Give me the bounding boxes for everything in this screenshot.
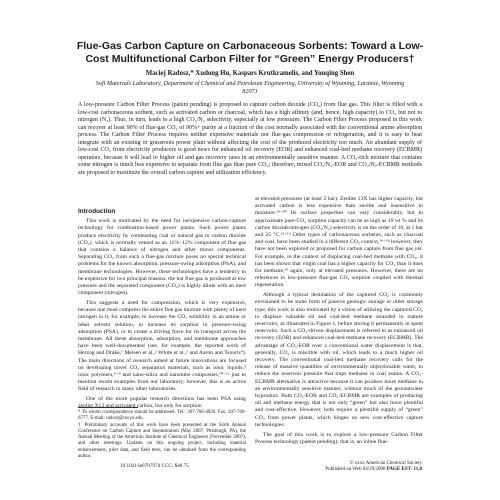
footnote-correspondence: * To whom correspondence should be addressed. Tel.: 307-766-4926. Fax: 307-766-6777. E-mail: radosz@uwyo.edu. [78,410,246,422]
body-paragraph: This suggests a need for compression, which is very expensive, because one must compress the entire flue gas mixture with plenty of inert nitrogen in it, for example, to increase the CO₂ solubility in an amine or other solvent solution, to increase its sorption in pressure-swing adsorption (PSA), or to create a driving force for its transport across the membrane. All these absorption, adsorption, and membrane approaches have been well-documented (see, for example, the reported work of Herzog and Drake,¹ Meisen et al.,² White et al.,³ and Aaron and Tsouris⁴). The main directions of research aimed at future innovations are focused on developing novel CO₂ separation materials, such as ionic liquids,⁵ ionic polymers,⁶⁻⁹ and nano-silica and nanotube composites,¹⁰⁻¹² just to mention recent examples from our laboratory; however, this is an active field of research in many other laboratories. [78,299,246,393]
publisher-footer [270,461,422,473]
page-estimate: PAGE EST: 11.8 [386,467,422,473]
body-paragraph: This work is motivated by the need for inexpensive carbon-capture technology for combustion-based power plants. Such power plants produce electricity by combusting coal or natural gas to carbon dioxide (CO₂), which is normally vented as an 11%−12% component of flue gas that contains a balance of nitrogen and other minor components. Separating CO₂ from such a flue-gas mixture poses no special technical problems for the known absorption, pressure-swing adsorption (PSA), and membrane technologies. However, these technologies have a tendency to be expensive for two principal reasons: the hot flue gas is produced at low pressure and the separated component (CO₂) is highly dilute with an inert component (nitrogen). [78,218,246,297]
left-column [78,208,246,413]
footnote-preliminary: † Preliminary accounts of this work have been presented at the Sixth Annual Conference on Carbon Capture and Sequestration (May 2007, Pittsburgh, PA), the Annual Meeting of the American Institute of Chemical Engineers (November 2007), and other meetings. Updates on this ongoing project, including material enhancements, pilot data, and field tests, can be obtained from the corresponding author. [78,423,246,459]
author-list: Maciej Radosz,* Xudong Hu, Kaspars Krutkramelis, and Youqing Shen [145,70,355,77]
doi-line: 10.1021/ie0707974 CCC: $40.75 [120,463,189,469]
body-paragraph: One of the more popular research directions has been PSA using zeolite X13 and activated carbon, but only for sorption [78,396,246,410]
paper-title: Flue-Gas Carbon Capture on Carbonaceous Sorbents: Toward a Low-Cost Multifunctional Carbon Filter for “Green” Energy Producers† [76,40,424,65]
body-paragraph: at elevated pressures (at least 2 bar). Zeolite 13X has higher capacity, but activated carbon is less expensive than zeolite and insensitive to moisture.²⁹⁻³⁰ Its surface properties can vary considerably, but in approximate pure-CO₂ sorption capacity can be as high as 10 wt % and its carbon dioxide/nitrogen (CO₂/N₂) selectivity is on the order of 10, at 1 bar and 25 °C.¹²⁻¹⁴ Other types of carbonaceous sorbents, such as charcoal and coal, have been studied in a different CO₂ context,¹⁶⁻¹⁸ however, they have not been explored or proposed for carbon capture from flue gas yet. For example, in the context of displacing coal-bed methane with CO₂, it has been shown that virgin coal has a higher capacity for CO₂ than it does for methane,¹⁹ again, only at elevated pressures. However, there are no references to low-pressure flue-gas CO₂ sorption coupled with thermal regeneration. [255,196,423,289]
body-paragraph: Although a typical destination of the captured CO₂ is commonly envisioned to be some form of passive geologic storage or other storage type, this work is also motivated by a vision of utilizing the captured CO₂ to displace valuable oil and coal-bed methane stranded in mature reservoirs, as illustrated in Figure 1, before storing it permanently in spent reservoirs. Such a CO₂-driven displacement is referred to as enhanced oil recovery (EOR) and enhanced coal-bed methane recovery (ECBMR). The advantage of CO₂-EOR over a conventional water displacement is that, generally, CO₂ is miscible with oil, which leads to a much higher oil recovery. The conventional coal-bed methane recovery calls for the release of massive quantities of environmentally objectionable water, to reduce the reservoir pressure that traps methane in coal seams. A CO₂-ECBMR alternative is attractive because it can produce more methane in an environmentally sensitive manner, without much of the groundwater byproduct. Both CO₂-EOR and CO₂-ECBMR are examples of producing oil and methane energy that is not only “green” but also more plentiful and cost-effective. However, both require a plentiful supply of “green” CO₂ from power plants, which hinges on new cost-effective capture technologies. [255,292,423,428]
right-column [255,196,423,448]
abstract: A low-pressure Carbon Filter Process (patent pending) is proposed to capture carbon dioxide (CO₂) from flue gas. This filter is filled with a low-cost carbonaceous sorbent, such as activated carbon or charcoal, which has a high affinity (and, hence, high capacity) to CO₂ but not to nitrogen (N₂). Thus, in turn, leads to a high CO₂/N₂ selectivity, especially at low pressures. The Carbon Filter Process proposed in this work can recover at least 90% of flue-gas CO₂ of 90%+ purity at a fraction of the cost normally associated with the conventional amine absorption process. The Carbon Filter Process requires neither expensive materials nor flue-gas compression or refrigeration, and it is easy to heat integrate with an existing or grassroots power plant without affecting the cost of the produced electricity too much. An abundant supply of low-cost CO₂ from electricity producers is good news for enhanced oil recovery (EOR) and enhanced coal-bed methane recovery (ECBMR) operators, because it will lead to higher oil and gas recovery rates in an environmentally sensitive manner. A CO₂-rich mixture that contains some nitrogen is much less expensive to separate from flue gas than pure CO₂; therefore, mixed CO₂/N₂-EOR and CO₂/N₂-ECBMR methods are proposed to maximize the overall carbon capture and utilization efficiency. [78,102,422,176]
footnote-divider [78,407,138,408]
copyright-line: © xxxx American Chemical Society [349,461,422,466]
footnotes [78,410,246,461]
published-line [270,467,422,473]
affiliation: Soft Materials Laboratory, Department of Chemical and Petroleum Engineering, University of Wyoming, Laramie, Wyoming 82071 [95,80,405,95]
published-date: Published on Web 04/29/2008 [325,467,386,473]
body-paragraph: The goal of this work is to explore a low-pressure Carbon Filter Process technology (patent pending); that is, an inline flue- [255,431,423,445]
section-heading-introduction: Introduction [78,208,116,215]
